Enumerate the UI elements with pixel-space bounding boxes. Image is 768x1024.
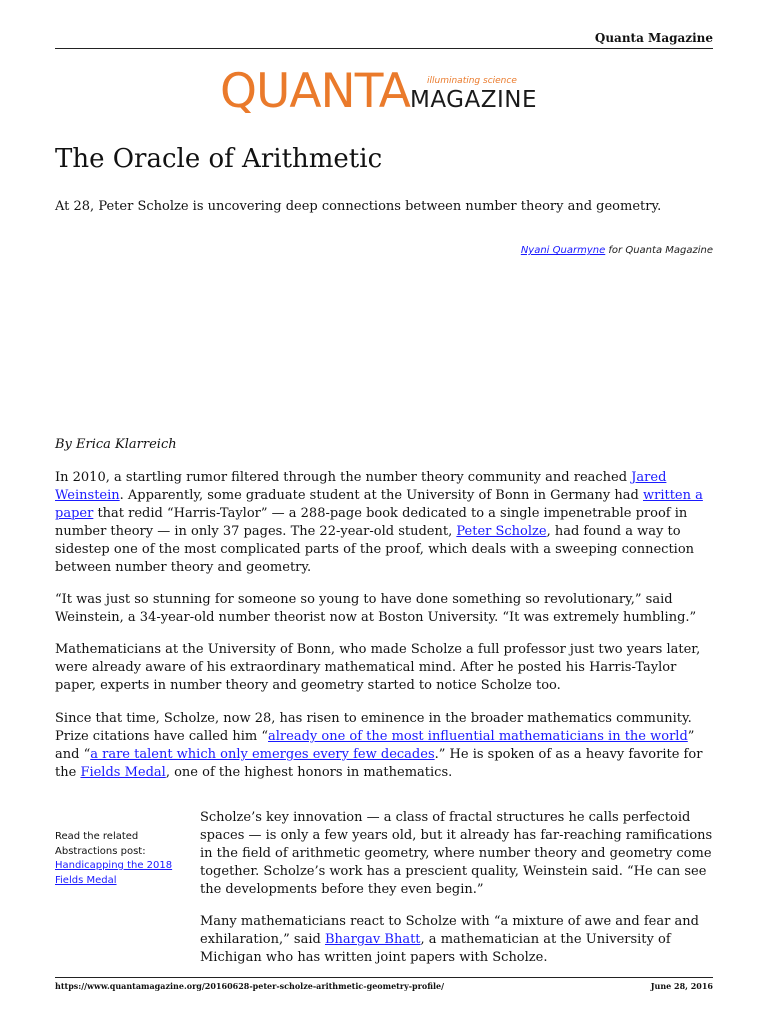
- logo-magazine-wordmark: MAGAZINE: [410, 87, 538, 113]
- paragraph-text: Since that time, Scholze, now 28, has risen to eminence in the broader mathematics community. Prize citations have called him “: [55, 711, 692, 744]
- jared-weinstein-link[interactable]: Jared Weinstein: [55, 470, 667, 503]
- photographer-link[interactable]: Nyani Quarmyne: [520, 245, 606, 256]
- paragraph-text: In 2010, a startling rumor filtered through the number theory community and reached: [55, 470, 632, 485]
- article-paragraph: Mathematicians at the University of Bonn, who made Scholze a full professor just two years later, were already aware of his extraordinary mathematical mind. After he posted his Harris-Taylor paper, experts in number theory and geometry started to notice Scholze too.: [55, 642, 701, 693]
- footer-divider: [55, 977, 713, 978]
- header-brand: Quanta Magazine: [594, 31, 713, 45]
- article-paragraph: Scholze’s key innovation — a class of fractal structures he calls perfectoid spaces — is only a few years old, but it already has far-reaching ramifications in the field of arithmetic geometry, where number theory and geometry come together. Scholze’s work has a prescient quality, Weinstein said. “He can see the developments before they even begin.”: [200, 810, 713, 897]
- article-byline: By Erica Klarreich: [55, 437, 177, 452]
- footer-date: June 28, 2016: [650, 981, 713, 991]
- footer-url: https://www.quantamagazine.org/20160628-peter-scholze-arithmetic-geometry-profile/: [55, 981, 445, 991]
- peter-scholze-link[interactable]: Peter Scholze: [456, 524, 547, 539]
- article-subtitle: At 28, Peter Scholze is uncovering deep connections between number theory and geometry.: [55, 199, 662, 214]
- related-label-line1: Read the related: [55, 831, 139, 842]
- photo-credit-suffix: for Quanta Magazine: [605, 245, 713, 256]
- fields-medal-link[interactable]: Fields Medal: [80, 765, 166, 780]
- paragraph-text: , a mathematician at the University of Michigan who has written joint papers with Scholze.: [200, 932, 671, 965]
- paragraph-text: .” He is spoken of as a heavy favorite for the: [55, 747, 703, 780]
- photo-credit: [521, 245, 713, 256]
- paragraph-text: Many mathematicians react to Scholze with “a mixture of awe and fear and exhilaration,” said: [200, 914, 699, 947]
- bhargav-bhatt-link[interactable]: Bhargav Bhatt: [324, 932, 421, 947]
- related-post-sidebar: [55, 830, 175, 888]
- written-a-paper-link[interactable]: written a paper: [55, 488, 703, 521]
- article-paragraph: [200, 913, 715, 967]
- paragraph-text: . Apparently, some graduate student at the University of Bonn in Germany had: [119, 488, 643, 503]
- logo-tagline: illuminating science: [427, 76, 517, 86]
- related-label-line2: Abstractions post:: [55, 845, 146, 857]
- quanta-logo: [220, 62, 550, 122]
- paragraph-text: , one of the highest honors in mathematics.: [165, 765, 453, 780]
- logo-quanta-wordmark: QUANTA: [220, 64, 410, 119]
- article-paragraph: “It was just so stunning for someone so young to have done something so revolutionary,” said Weinstein, a 34-year-old number theorist now at Boston University. “It was extremely humbling.”: [55, 592, 697, 625]
- article-paragraph: [55, 469, 715, 577]
- paragraph-text: , had found a way to sidestep one of the most complicated parts of the proof, which deals with a sweeping connection between number theory and geometry.: [55, 524, 695, 575]
- paragraph-text: ” and “: [55, 729, 695, 762]
- related-post-link[interactable]: Handicapping the 2018 Fields Medal: [55, 860, 173, 886]
- influential-mathematicians-link[interactable]: already one of the most influential mathematicians in the world: [268, 729, 688, 744]
- article-paragraph: [55, 710, 715, 782]
- paragraph-text: that redid “Harris-Taylor” — a 288-page book dedicated to a single impenetrable proof in number theory — in only 37 pages. The 22-year-old student,: [55, 506, 688, 539]
- rare-talent-link[interactable]: a rare talent which only emerges every few decades: [90, 747, 435, 762]
- article-title: The Oracle of Arithmetic: [55, 144, 383, 174]
- header-divider: [55, 48, 713, 49]
